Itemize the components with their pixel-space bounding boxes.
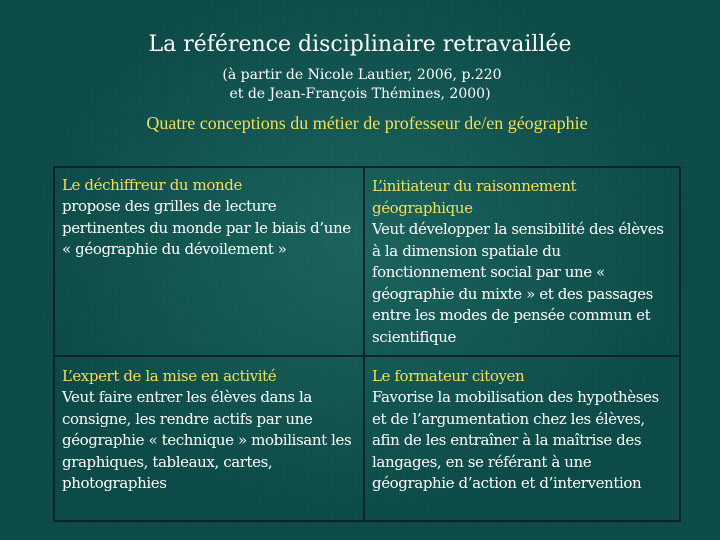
conception-cell-initiateur (364, 167, 681, 356)
conception-description: propose des grilles de lecture pertinentes du monde par le biais d’une « géographie du dévoilement » (62, 197, 351, 258)
slide-subtitle-line-2: et de Jean-François Thémines, 2000) (229, 86, 491, 102)
conception-cell-dechiffreur (54, 167, 364, 356)
conceptions-table (53, 166, 680, 521)
conception-title: Le déchiffreur du monde (62, 176, 242, 194)
conception-title: Le formateur citoyen (372, 367, 525, 385)
conception-title: L’expert de la mise en activité (62, 367, 277, 385)
conception-cell-formateur (364, 356, 681, 522)
slide-title: La référence disciplinaire retravaillée (148, 32, 572, 57)
conception-description: Veut développer la sensibilité des élèves à la dimension spatiale du fonctionnement social par une « géographie du mixte » et des passages entre les modes de pensée commun et scientifique (372, 220, 664, 346)
conception-description: Veut faire entrer les élèves dans la consigne, les rendre actifs par une géographie « technique » mobilisant les graphiques, tableaux, cartes, photographies (62, 388, 352, 492)
conception-cell-expert (54, 356, 364, 522)
slide-heading: Quatre conceptions du métier de professeur de/en géographie (146, 113, 588, 133)
conception-title: L’initiateur du raisonnement géographique (372, 177, 577, 217)
slide-subtitle-line-1: (à partir de Nicole Lautier, 2006, p.220 (222, 67, 502, 83)
conception-description: Favorise la mobilisation des hypothèses et de l’argumentation chez les élèves, afin de les entraîner à la maîtrise des langages, en se référant à une géographie d’action et d’intervention (372, 388, 659, 492)
